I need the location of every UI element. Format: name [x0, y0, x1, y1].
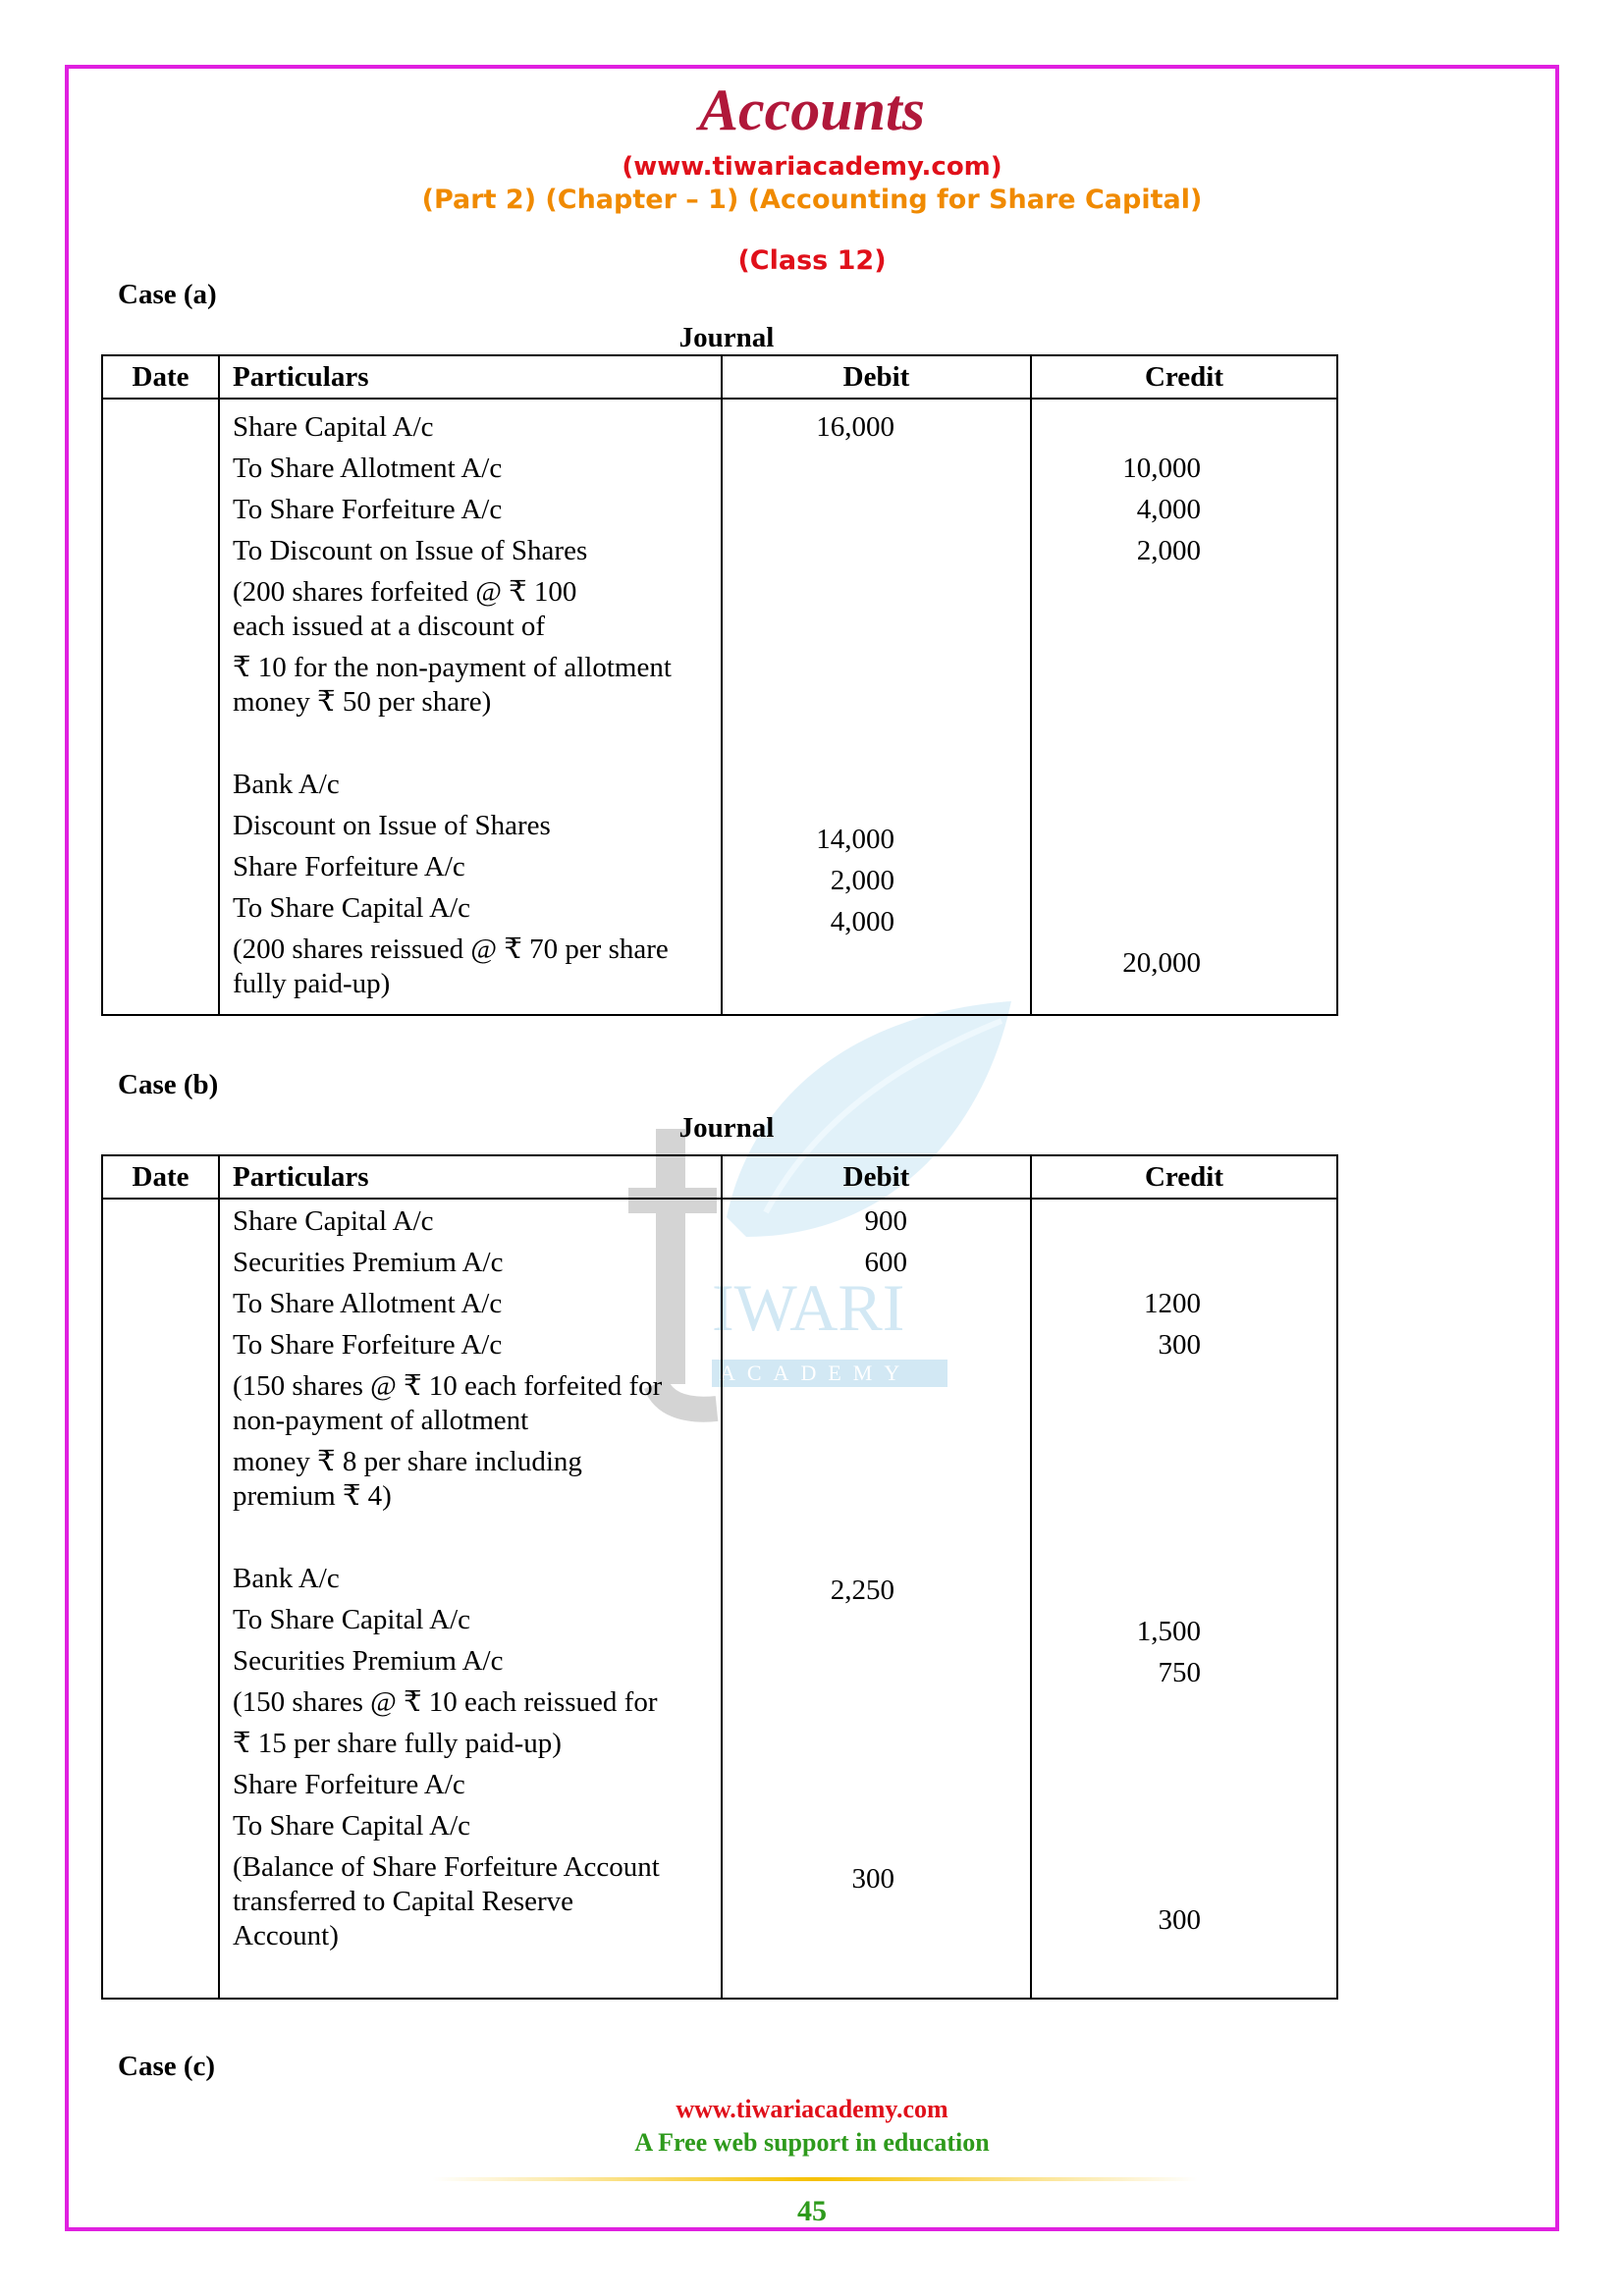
- particular-line: Share Forfeiture A/c: [233, 1769, 465, 1800]
- particular-line: Bank A/c: [233, 1563, 340, 1594]
- case-a-label: Case (a): [118, 279, 217, 310]
- case-c-label: Case (c): [118, 2051, 216, 2082]
- particular-line: To Share Allotment A/c: [233, 1288, 503, 1319]
- particular-line: money ₹ 50 per share): [233, 686, 492, 718]
- particular-line: To Share Capital A/c: [233, 1810, 470, 1842]
- credit-amount: 300: [1158, 1904, 1201, 1936]
- debit-cell: [722, 399, 1031, 1015]
- page-number: 45: [797, 2195, 827, 2227]
- particular-line: transferred to Capital Reserve: [233, 1886, 574, 1917]
- header-chapter: (Part 2) (Chapter – 1) (Accounting for Share Capital): [421, 185, 1203, 215]
- particular-line: To Share Forfeiture A/c: [233, 1329, 503, 1361]
- particular-line: To Share Forfeiture A/c: [233, 494, 503, 525]
- debit-amount: 900: [864, 1205, 907, 1237]
- credit-amount: 2,000: [1136, 535, 1201, 566]
- debit-cell: [722, 1199, 1031, 1999]
- debit-amount: 2,250: [830, 1575, 894, 1606]
- col-debit: Debit: [722, 355, 1031, 399]
- col-particulars: Particulars: [219, 1155, 722, 1199]
- debit-amount: 600: [864, 1247, 907, 1278]
- particular-line: (150 shares @ ₹ 10 each forfeited for: [233, 1370, 663, 1402]
- particular-line: Share Capital A/c: [233, 1205, 434, 1237]
- particular-line: Bank A/c: [233, 769, 340, 800]
- debit-amount: 14,000: [816, 824, 894, 855]
- particular-line: (200 shares reissued @ ₹ 70 per share: [233, 934, 669, 965]
- debit-amount: 300: [851, 1863, 894, 1895]
- journal-a-title: Journal: [678, 322, 775, 353]
- particular-line: Securities Premium A/c: [233, 1247, 504, 1278]
- credit-cell: [1031, 399, 1337, 1015]
- credit-amount: 300: [1158, 1329, 1201, 1361]
- particular-line: To Discount on Issue of Shares: [233, 535, 588, 566]
- table-header-row: [102, 1155, 1337, 1199]
- credit-amount: 4,000: [1136, 494, 1201, 525]
- journal-table-b: [101, 1154, 1338, 2000]
- debit-amount: 4,000: [830, 906, 894, 937]
- credit-amount: 750: [1158, 1657, 1201, 1688]
- credit-amount: 1200: [1144, 1288, 1201, 1319]
- journal-table-a: [101, 354, 1338, 1016]
- particular-line: non-payment of allotment: [233, 1405, 529, 1436]
- particular-line: Share Capital A/c: [233, 411, 434, 443]
- col-date: Date: [102, 355, 219, 399]
- col-credit: Credit: [1031, 1155, 1337, 1199]
- footer-website: www.tiwariacademy.com: [676, 2095, 948, 2123]
- case-b-label: Case (b): [118, 1069, 219, 1100]
- credit-amount: 10,000: [1122, 453, 1201, 484]
- col-particulars: Particulars: [219, 355, 722, 399]
- particular-line: ₹ 15 per share fully paid-up): [233, 1728, 562, 1759]
- table-row: [102, 1199, 1337, 1999]
- particular-line: To Share Capital A/c: [233, 1604, 470, 1635]
- table-header-row: [102, 355, 1337, 399]
- footer-divider: [432, 2177, 1198, 2181]
- particular-line: each issued at a discount of: [233, 611, 546, 642]
- watermark-sub: ACADEMY: [720, 1361, 912, 1385]
- particular-line: (Balance of Share Forfeiture Account: [233, 1851, 660, 1883]
- header-website: (www.tiwariacademy.com): [622, 152, 1002, 182]
- particular-line: Account): [233, 1920, 339, 1951]
- particular-line: premium ₹ 4): [233, 1480, 392, 1512]
- date-cell: [102, 399, 219, 1015]
- debit-amount: 16,000: [816, 411, 894, 443]
- credit-cell: [1031, 1199, 1337, 1999]
- table-row: [102, 399, 1337, 1015]
- journal-b-title: Journal: [678, 1112, 775, 1144]
- particular-line: money ₹ 8 per share including: [233, 1446, 582, 1477]
- particular-line: (200 shares forfeited @ ₹ 100: [233, 576, 577, 608]
- page-title: Accounts: [698, 78, 926, 142]
- particular-line: fully paid-up): [233, 968, 391, 999]
- date-cell: [102, 1199, 219, 1999]
- col-debit: Debit: [722, 1155, 1031, 1199]
- particulars-cell: [219, 1199, 722, 1999]
- col-credit: Credit: [1031, 355, 1337, 399]
- particular-line: Securities Premium A/c: [233, 1645, 504, 1677]
- credit-amount: 1,500: [1136, 1616, 1201, 1647]
- particular-line: (150 shares @ ₹ 10 each reissued for: [233, 1686, 658, 1718]
- watermark-name: IWARI: [712, 1270, 905, 1345]
- particular-line: Discount on Issue of Shares: [233, 810, 551, 841]
- particular-line: Share Forfeiture A/c: [233, 851, 465, 882]
- particular-line: To Share Capital A/c: [233, 892, 470, 924]
- footer-tagline: A Free web support in education: [634, 2128, 990, 2157]
- particular-line: ₹ 10 for the non-payment of allotment: [233, 652, 672, 683]
- particular-line: To Share Allotment A/c: [233, 453, 503, 484]
- header-class: (Class 12): [737, 245, 887, 276]
- debit-amount: 2,000: [830, 865, 894, 896]
- particulars-cell: [219, 399, 722, 1015]
- credit-amount: 20,000: [1122, 947, 1201, 979]
- col-date: Date: [102, 1155, 219, 1199]
